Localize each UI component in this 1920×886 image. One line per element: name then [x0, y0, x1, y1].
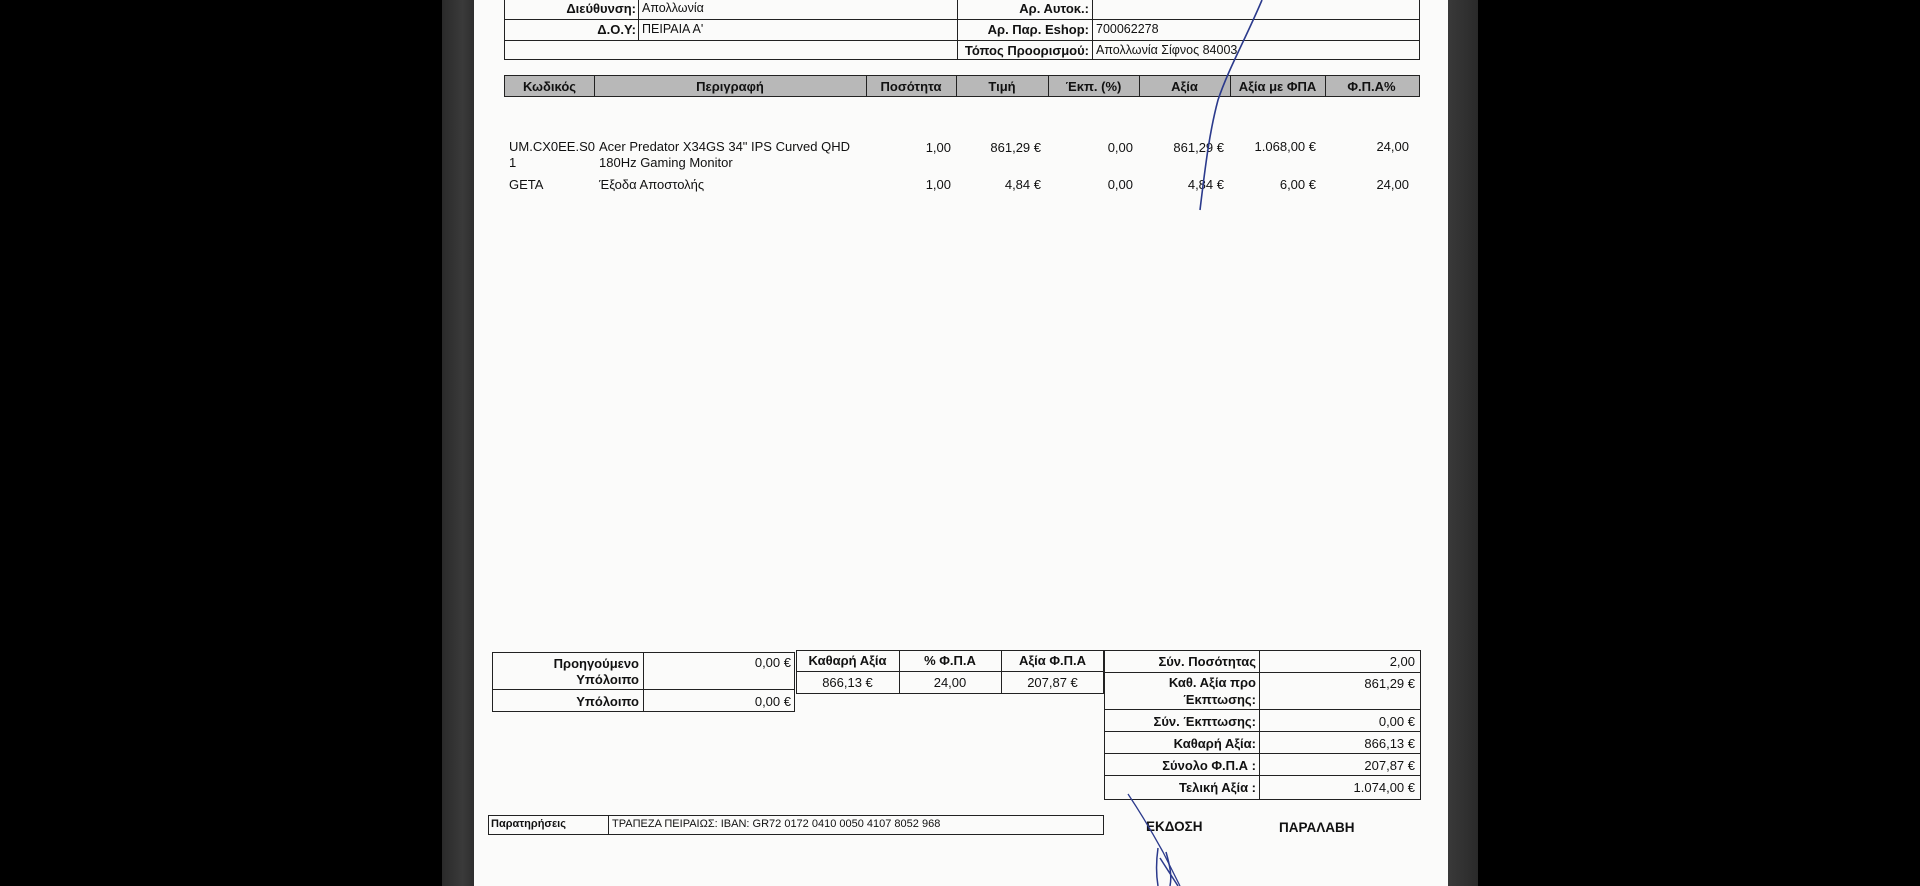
row-quantity: 1,00 — [925, 177, 951, 192]
row-code-cont: 1 — [509, 155, 517, 170]
vehicle-label: Αρ. Αυτοκ.: — [1019, 1, 1089, 16]
row-code: UM.CX0EE.S0 — [509, 139, 595, 154]
net-before-discount-value: 861,29 € — [1364, 676, 1415, 691]
eshop-order-label: Αρ. Παρ. Eshop: — [987, 22, 1089, 37]
vat-value-header: Αξία Φ.Π.Α — [1018, 653, 1087, 668]
vat-total-value: 207,87 € — [1364, 758, 1415, 773]
vat-total-label: Σύνολο Φ.Π.Α : — [1162, 758, 1256, 773]
receipt-signature-label: ΠΑΡΑΛΑΒΗ — [1279, 820, 1355, 835]
address-label: Διεύθυνση: — [566, 1, 636, 16]
vat-amount-value: 207,87 € — [1027, 675, 1078, 690]
balance-label: Υπόλοιπο — [576, 694, 639, 709]
previous-balance-label: Προηγούμενο — [553, 656, 639, 671]
row-discount: 0,00 — [1107, 177, 1133, 192]
col-value-vat: Αξία με ΦΠΑ — [1238, 79, 1317, 94]
row-value-vat: 6,00 € — [1279, 177, 1316, 192]
vat-net-value: 866,13 € — [822, 675, 873, 690]
row-quantity: 1,00 — [925, 140, 951, 155]
row-price: 4,84 € — [1004, 177, 1041, 192]
previous-balance-value: 0,00 € — [754, 655, 791, 670]
issue-signature-label: ΕΚΔΟΣΗ — [1146, 819, 1203, 834]
destination-value: Απολλωνία Σίφνος 84003 — [1096, 43, 1238, 57]
total-qty-value: 2,00 — [1389, 654, 1415, 669]
remarks-label: Παρατηρήσεις — [491, 818, 566, 830]
row-code: GETA — [509, 177, 544, 192]
row-vat-pct: 24,00 — [1376, 139, 1409, 154]
eshop-order-value: 700062278 — [1096, 22, 1159, 36]
destination-label: Τόπος Προορισμού: — [964, 43, 1089, 58]
col-price: Τιμή — [988, 79, 1016, 94]
vat-net-header: Καθαρή Αξία — [808, 653, 887, 668]
tax-office-label: Δ.Ο.Υ: — [597, 22, 636, 37]
row-value: 861,29 € — [1173, 140, 1224, 155]
row-description: Acer Predator X34GS 34" IPS Curved QHD — [599, 139, 850, 154]
row-description: Έξοδα Αποστολής — [599, 177, 705, 192]
row-discount: 0,00 — [1107, 140, 1133, 155]
vat-pct-header: % Φ.Π.Α — [924, 653, 976, 668]
total-qty-label: Σύν. Ποσότητας — [1158, 654, 1256, 669]
row-value-vat: 1.068,00 € — [1254, 139, 1316, 154]
col-quantity: Ποσότητα — [880, 79, 942, 94]
col-value: Αξία — [1171, 79, 1198, 94]
row-price: 861,29 € — [990, 140, 1041, 155]
row-value: 4,84 € — [1187, 177, 1224, 192]
total-discount-value: 0,00 € — [1378, 714, 1415, 729]
col-code: Κωδικός — [522, 79, 577, 94]
previous-balance-label-cont: Υπόλοιπο — [576, 672, 639, 687]
col-description: Περιγραφή — [696, 79, 764, 94]
col-discount: Έκπ. (%) — [1065, 79, 1122, 94]
final-value-label: Τελική Αξία : — [1178, 780, 1256, 795]
tax-office-value: ΠΕΙΡΑΙΑ Α' — [642, 22, 704, 36]
total-discount-label: Σύν. Έκπτωσης: — [1153, 714, 1256, 729]
address-value: Απολλωνία — [642, 1, 704, 15]
balance-value: 0,00 € — [754, 694, 791, 709]
net-before-discount-label-cont: Έκπτωσης: — [1183, 692, 1256, 707]
row-vat-pct: 24,00 — [1376, 177, 1409, 192]
vat-pct-value: 24,00 — [933, 675, 967, 690]
col-vat-pct: Φ.Π.Α% — [1347, 79, 1396, 94]
final-value: 1.074,00 € — [1353, 780, 1415, 795]
net-before-discount-label: Καθ. Αξία προ — [1168, 675, 1256, 690]
row-description-cont: 180Hz Gaming Monitor — [599, 155, 733, 170]
net-value: 866,13 € — [1364, 736, 1415, 751]
net-value-label: Καθαρή Αξία: — [1173, 736, 1256, 751]
remarks-text: ΤΡΑΠΕΖΑ ΠΕΙΡΑΙΩΣ: IBAN: GR72 0172 0410 0050 4107 8052 968 — [612, 818, 941, 830]
